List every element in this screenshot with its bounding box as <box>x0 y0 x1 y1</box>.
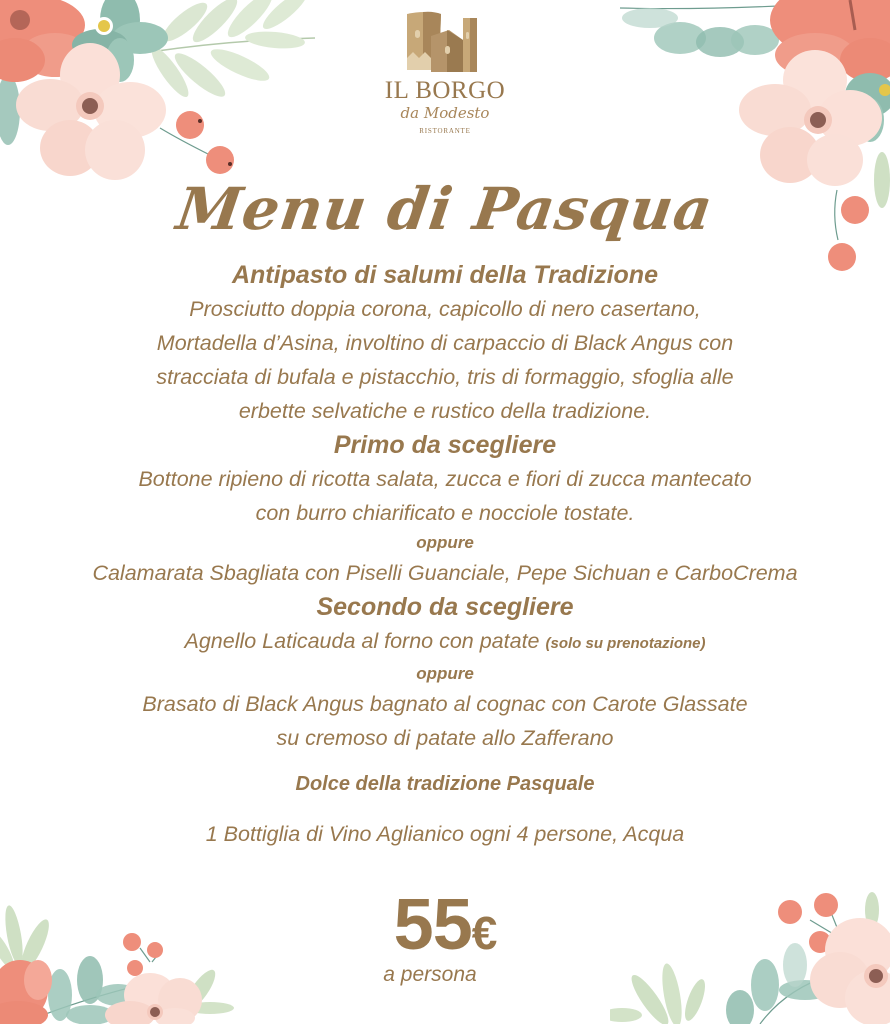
dish-line <box>0 624 890 661</box>
price-value: 55 <box>393 885 472 965</box>
or-separator: oppure <box>416 533 474 552</box>
reservation-note: (solo su prenotazione) <box>545 635 706 652</box>
dish-line: erbette selvatiche e rustico della tradizione. <box>238 399 652 423</box>
section-heading: Antipasto di salumi della Tradizione <box>231 261 658 289</box>
logo-subtitle: RISTORANTE <box>419 127 471 135</box>
price-per-person: a persona <box>383 963 477 986</box>
dish-text: Agnello Laticauda al forno con patate <box>184 629 546 653</box>
section-heading: Primo da scegliere <box>333 431 557 459</box>
logo-name: IL BORGO <box>384 77 506 104</box>
section-heading: Secondo da scegliere <box>316 593 574 621</box>
wine-line: 1 Bottiglia di Vino Aglianico ogni 4 persone, Acqua <box>205 822 685 846</box>
price-amount <box>0 885 890 973</box>
section-secondo <box>0 590 890 755</box>
dish-line: Prosciutto doppia corona, capicollo di nero casertano, <box>189 297 701 321</box>
dish-line: con burro chiarificato e nocciole tostate. <box>255 501 635 525</box>
dish-line: Brasato di Black Angus bagnato al cognac con Carote Glassate <box>142 692 748 716</box>
dish-line: Mortadella d’Asina, involtino di carpaccio di Black Angus con <box>156 331 734 355</box>
section-antipasto <box>0 258 890 428</box>
dish-line: stracciata di bufala e pistacchio, tris di formaggio, sfoglia alle <box>156 365 734 389</box>
currency-symbol: € <box>471 907 497 959</box>
section-primo <box>0 428 890 590</box>
page-title: Menu di Pasqua <box>172 175 718 243</box>
castle-logo-icon <box>403 10 487 76</box>
dish-line: Bottone ripieno di ricotta salata, zucca e fiori di zucca mantecato <box>138 467 752 491</box>
logo-script: da Modesto <box>400 104 490 122</box>
dish-line: su cremoso di patate allo Zafferano <box>276 726 614 750</box>
or-separator: oppure <box>416 664 474 683</box>
restaurant-logo <box>0 10 890 136</box>
dish-line: Calamarata Sbagliata con Piselli Guanciale, Pepe Sichuan e CarboCrema <box>92 561 798 585</box>
menu-content <box>0 258 890 851</box>
price-block <box>0 885 890 985</box>
dessert-line: Dolce della tradizione Pasquale <box>295 773 595 795</box>
